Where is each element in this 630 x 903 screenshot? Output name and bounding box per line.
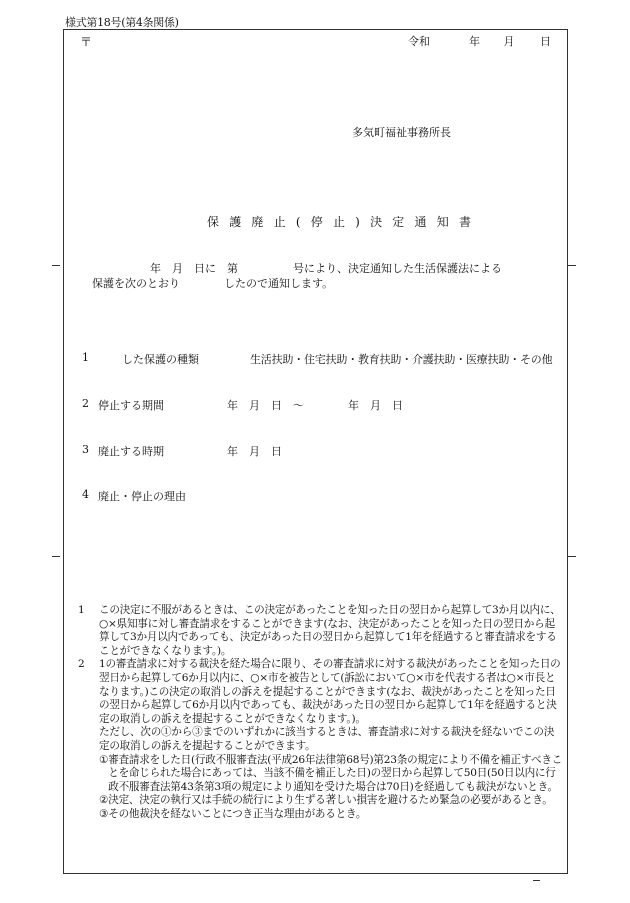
right-fold-mark-bottom xyxy=(568,556,576,557)
page-bottom-mark xyxy=(533,880,540,881)
form-number-label: 様式第18号(第4条関係) xyxy=(65,16,179,29)
condition-2 xyxy=(78,794,564,808)
document-title: 保 護 廃 止 ( 停 止 ) 決 定 通 知 書 xyxy=(207,215,475,229)
condition-3-mark: ③ xyxy=(99,807,109,820)
date-month: 月 xyxy=(503,35,515,48)
item-2-label: 停止する期間 xyxy=(98,399,164,412)
item-2-number: 2 xyxy=(82,397,89,410)
item-2-value: 年 月 日 ～ 年 月 日 xyxy=(227,399,403,412)
left-fold-mark-top xyxy=(52,265,60,266)
condition-2-mark: ② xyxy=(99,794,109,807)
date-line xyxy=(408,33,551,49)
item-3-number: 3 xyxy=(82,443,89,456)
date-era: 令和 xyxy=(408,35,430,48)
item-1-value: 生活扶助・住宅扶助・教育扶助・介護扶助・医療扶助・その他 xyxy=(250,353,553,366)
note-1-text: この決定に不服があるときは、この決定があったことを知った日の翌日から起算して3か月以内に、○×県知事に対し審査請求をすることができます(なお、決定があったことを知った日の翌日から起算して3か月以内であっても、決定があった日の翌日から起算して1年を経過すると審査請求をすることができなくなります。)。 xyxy=(99,604,561,657)
date-day: 日 xyxy=(540,35,551,48)
item-4-label: 廃止・停止の理由 xyxy=(98,490,186,503)
condition-1-text: 審査請求をした日(行政不服審査法(平成26年法律第68号)第23条の規定により不備を補正すべきことを命じられた場合にあっては、当該不備を補正した日)の翌日から起算して50日(50日以内に行政不服審査法第43条第3項の規定により通知を受けた場合は70日)を経過しても裁決がないとき。 xyxy=(108,753,563,793)
note-2-proviso: ただし、次の①から③までのいずれかに該当するときは、審査請求に対する裁決を経ないでこの決定の取消しの訴えを提起することができます。 xyxy=(99,726,555,752)
right-fold-mark-top xyxy=(568,265,576,266)
note-2-number: 2 xyxy=(78,658,85,671)
condition-1-mark: ① xyxy=(99,753,109,766)
note-1-number: 1 xyxy=(78,604,85,616)
intro-line-2: 保護を次のとおり したので通知します。 xyxy=(92,277,334,290)
date-year: 年 xyxy=(469,35,480,48)
note-2-text: 1の審査請求に対する裁決を経た場合に限り、その審査請求に対する裁決があったことを知った日の翌日から起算して6か月以内に、○×市を被告として(訴訟において○×市を代表する者は○×市長となります。)この決定の取消しの訴えを提起することができます(なお、裁決があったことを知った日の翌日から起算して6か月以内であっても、裁決があった日の翌日から起算して1年を経過すると決定の取消しの訴えを提起することができなくなります。)。 xyxy=(99,658,561,725)
item-1-label: した保護の種類 xyxy=(122,353,199,366)
left-fold-mark-bottom xyxy=(52,556,60,557)
condition-3-text: その他裁決を経ないことにつき正当な理由があるとき。 xyxy=(108,807,367,820)
appeal-notes xyxy=(78,604,564,822)
note-2 xyxy=(78,658,564,726)
condition-3 xyxy=(78,808,564,822)
note-1 xyxy=(78,604,564,658)
item-3-label: 廃止する時期 xyxy=(98,445,164,458)
item-1-number: 1 xyxy=(82,351,89,364)
issuer-name: 多気町福祉事務所長 xyxy=(352,126,451,139)
postal-mark: 〒 xyxy=(80,35,93,49)
intro-line-1: 年 月 日に 第 号により、決定通知した生活保護法による xyxy=(150,262,502,275)
item-3-value: 年 月 日 xyxy=(227,445,282,458)
condition-1 xyxy=(78,754,564,795)
condition-2-text: 決定、決定の執行又は手続の続行により生ずる著しい損害を避けるため緊急の必要があるとき。 xyxy=(108,794,553,807)
item-4-number: 4 xyxy=(82,488,89,501)
